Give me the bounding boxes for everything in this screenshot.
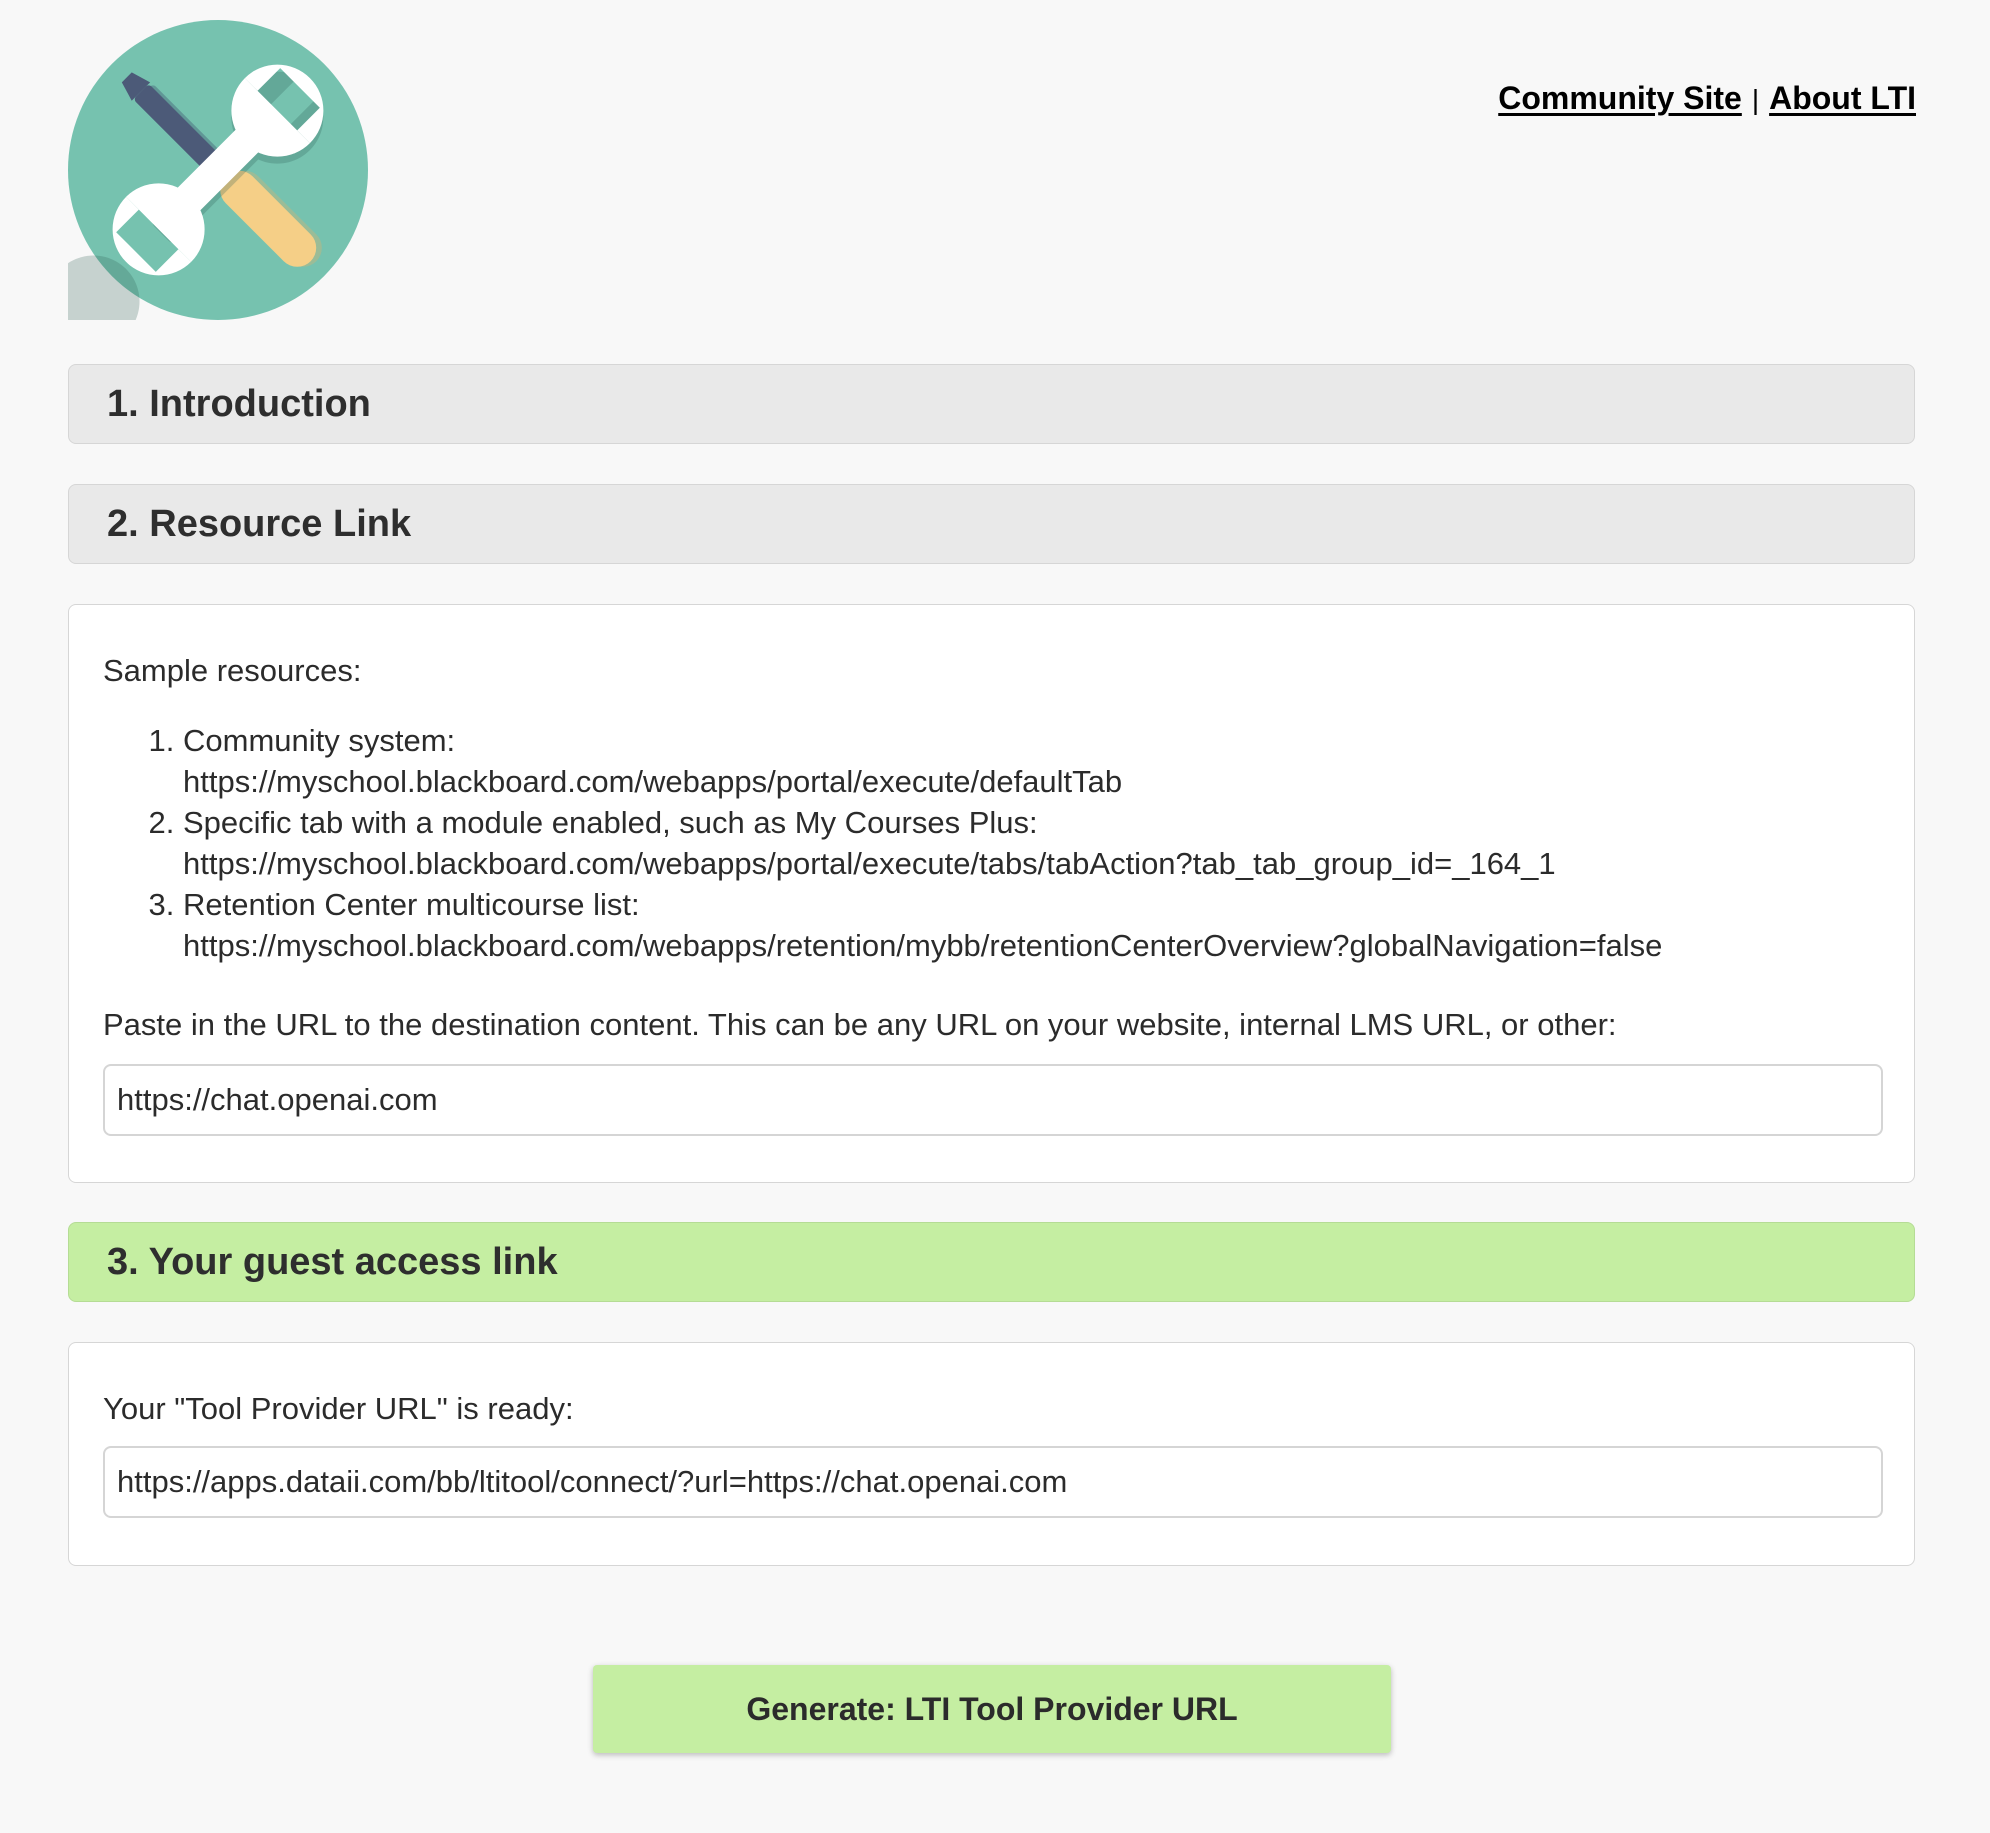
section-resource-link-header[interactable]: 2. Resource Link <box>68 484 1915 564</box>
resource-label: Community system: <box>183 723 456 758</box>
resource-link-panel <box>68 604 1915 1183</box>
nav-separator: | <box>1751 84 1760 115</box>
section-introduction-header[interactable]: 1. Introduction <box>68 364 1915 444</box>
generate-url-button[interactable]: Generate: LTI Tool Provider URL <box>593 1665 1391 1753</box>
list-item <box>183 802 1662 884</box>
resource-url: https://myschool.blackboard.com/webapps/retention/mybb/retentionCenterOverview?globalNavigation=false <box>183 928 1663 963</box>
resource-url: https://myschool.blackboard.com/webapps/portal/execute/tabs/tabAction?tab_tab_group_id=_164_1 <box>183 846 1556 881</box>
wrench-screwdriver-icon <box>68 20 368 320</box>
sample-resources-list <box>103 720 1662 966</box>
section-guest-access-header[interactable]: 3. Your guest access link <box>68 1222 1915 1302</box>
list-item <box>183 884 1662 966</box>
guest-access-panel <box>68 1342 1915 1566</box>
about-lti-link[interactable]: About LTI <box>1769 80 1916 116</box>
top-nav <box>1498 80 1916 117</box>
sample-resources-label: Sample resources: <box>103 653 362 688</box>
tool-provider-url-field[interactable] <box>103 1446 1883 1518</box>
destination-url-input[interactable] <box>103 1064 1883 1136</box>
destination-url-instruction: Paste in the URL to the destination content. This can be any URL on your website, internal LMS URL, or other: <box>103 1007 1617 1042</box>
resource-label: Specific tab with a module enabled, such as My Courses Plus: <box>183 805 1038 840</box>
resource-label: Retention Center multicourse list: <box>183 887 640 922</box>
provider-url-ready-label: Your "Tool Provider URL" is ready: <box>103 1391 574 1426</box>
resource-url: https://myschool.blackboard.com/webapps/portal/execute/defaultTab <box>183 764 1123 799</box>
list-item <box>183 720 1662 802</box>
community-site-link[interactable]: Community Site <box>1498 80 1742 116</box>
